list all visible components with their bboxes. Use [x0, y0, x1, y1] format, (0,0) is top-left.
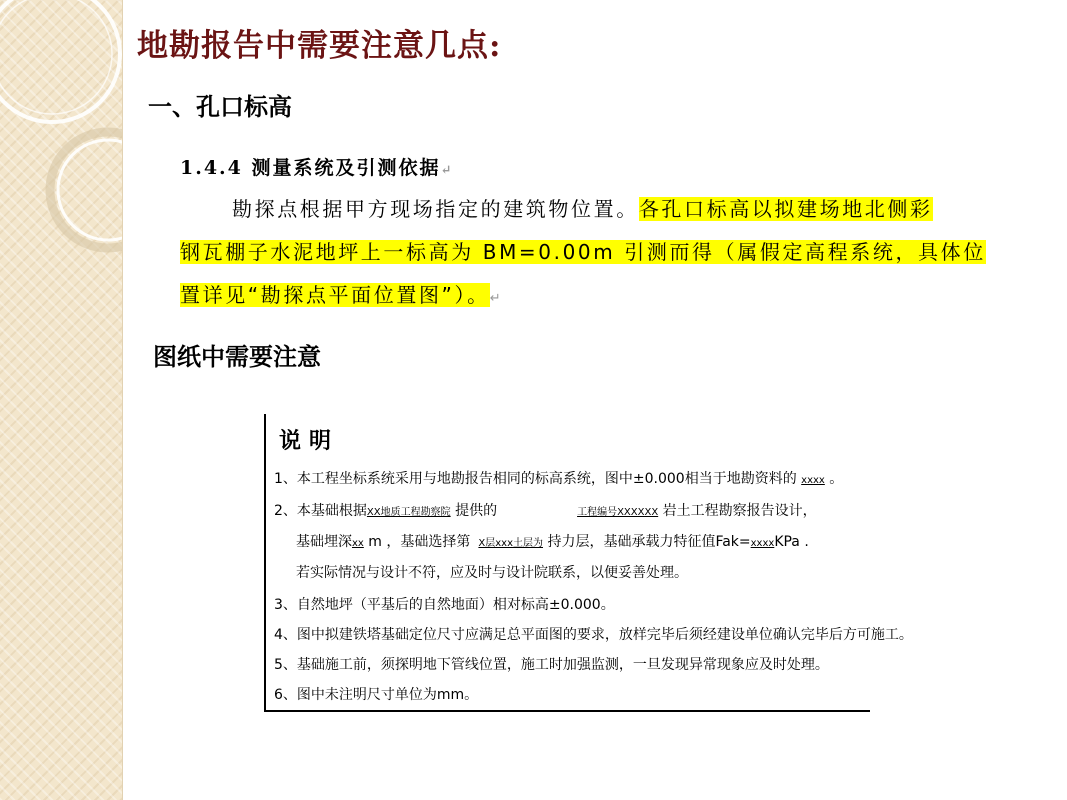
para-line1-plain: 勘探点根据甲方现场指定的建筑物位置。 — [232, 197, 639, 221]
notes-image — [264, 414, 913, 712]
note2-code: 工程编号XXXXXX — [577, 507, 659, 518]
note2-company: XX地质工程勘察院 — [366, 507, 451, 518]
slide-title: 地勘报告中需要注意几点: — [137, 28, 502, 64]
note-line-3 — [296, 531, 809, 551]
note2-b: 提供的 — [450, 503, 498, 519]
note-line-2 — [274, 500, 817, 520]
note3-depth: xx — [352, 538, 364, 549]
note3-d: KPa . — [774, 534, 809, 550]
note1-end: 。 — [824, 471, 844, 487]
note-line-4: 若实际情况与设计不符，应及时与设计院联系，以便妥善处理。 — [296, 565, 688, 581]
note1-text: 1、本工程坐标系统采用与地勘报告相同的标高系统，图中±0.000相当于地勘资料的 — [274, 471, 797, 487]
return-mark-icon: ↵ — [440, 163, 454, 178]
paragraph-line-2 — [180, 236, 1000, 265]
note3-c: 持力层，基础承载力特征值Fak= — [543, 534, 751, 550]
para-line1-highlight: 各孔口标高以拟建场地北侧彩 — [638, 197, 933, 221]
subsection-heading — [180, 153, 453, 180]
section-heading-drawing: 图纸中需要注意 — [153, 342, 321, 371]
para-line2-highlight: 钢瓦棚子水泥地坪上一标高为 BM=0.00m 引测而得（属假定高程系统，具体位 — [180, 240, 986, 264]
note3-layer: X层xxx土层为 — [478, 538, 543, 549]
note3-b: m ，基础选择第 — [363, 534, 471, 550]
note-line-6: 4、图中拟建铁塔基础定位尺寸应满足总平面图的要求，放样完毕后须经建设单位确认完毕后方可施工。 — [274, 627, 913, 643]
note-line-1 — [274, 468, 843, 488]
note-line-8: 6、图中未注明尺寸单位为mm。 — [274, 687, 479, 703]
decorative-sidebar — [0, 0, 123, 800]
paragraph-line-1 — [232, 193, 1052, 222]
note-line-7: 5、基础施工前，须探明地下管线位置，施工时加强监测，一旦发现异常现象应及时处理。 — [274, 657, 829, 673]
para-line3-highlight: 置详见“勘探点平面位置图”）。 — [180, 283, 490, 307]
note1-value: xxxx — [801, 475, 825, 486]
note2-c: 岩土工程勘察报告设计， — [658, 503, 817, 519]
note-line-5: 3、自然地坪（平基后的自然地面）相对标高±0.000。 — [274, 597, 615, 613]
subsection-heading-text: 1.4.4 测量系统及引测依据 — [180, 157, 441, 179]
notes-title: 说明 — [279, 429, 340, 454]
section-heading-elevation: 一、孔口标高 — [148, 92, 292, 121]
note3-fak: xxxx — [750, 538, 775, 549]
note2-a: 2、本基础根据 — [274, 503, 367, 519]
note3-a: 基础埋深 — [296, 534, 352, 550]
decorative-circles-icon — [0, 0, 122, 300]
return-mark-icon: ↵ — [489, 291, 504, 306]
paragraph-line-3 — [180, 279, 1000, 308]
